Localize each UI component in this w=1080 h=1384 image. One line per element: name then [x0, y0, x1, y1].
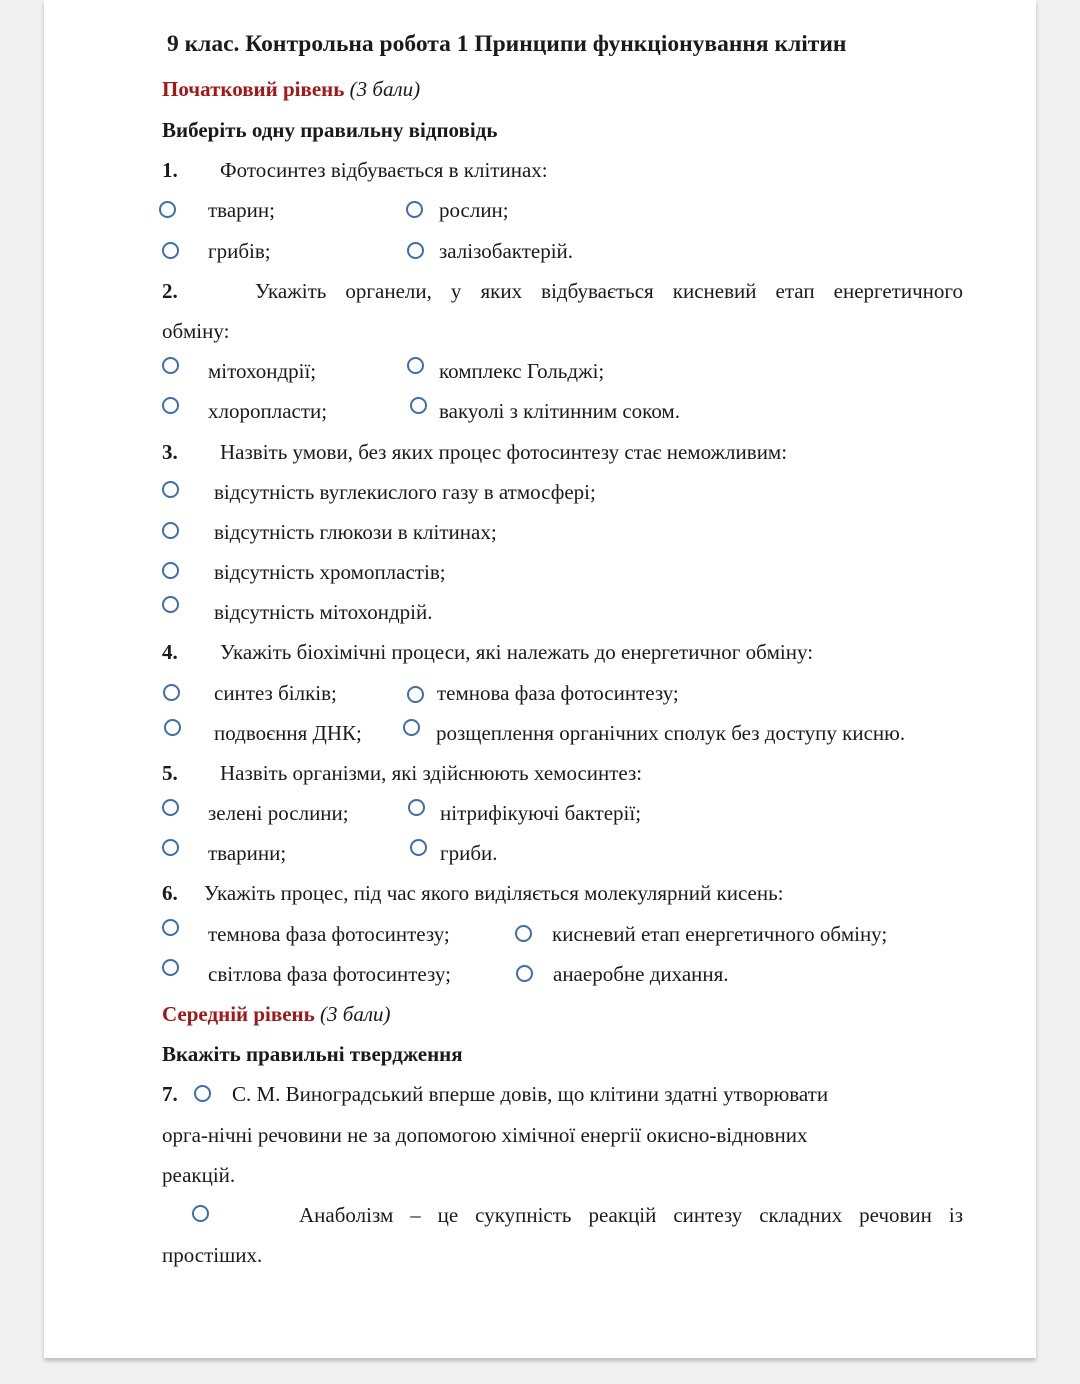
option-label: темнова фаза фотосинтезу;	[437, 681, 679, 705]
question-text: Укажіть біохімічні процеси, які належать до енергетичног обміну:	[220, 640, 814, 664]
page-gap	[44, 1358, 1036, 1364]
question-number: 7.	[162, 1082, 178, 1106]
option-label: зелені рослини;	[208, 801, 349, 825]
radio-q6-a[interactable]	[162, 919, 179, 936]
radio-q7-a[interactable]	[194, 1085, 211, 1102]
option-label: грибів;	[208, 239, 271, 263]
page-title: 9 клас. Контрольна робота 1 Принципи функціонування клітин	[167, 31, 847, 57]
radio-q2-c[interactable]	[162, 397, 179, 414]
option-label: вакуолі з клітинним соком.	[439, 399, 680, 423]
option-label: тварин;	[208, 198, 275, 222]
radio-q4-c[interactable]	[164, 719, 181, 736]
option-label: тварини;	[208, 841, 287, 865]
option-label: відсутність глюкози в клітинах;	[214, 520, 497, 544]
option-label: кисневий етап енергетичного обміну;	[552, 922, 888, 946]
radio-q5-a[interactable]	[162, 799, 179, 816]
question-number: 1.	[162, 158, 178, 182]
question-number: 2.	[162, 279, 178, 303]
radio-q2-a[interactable]	[162, 357, 179, 374]
radio-q6-d[interactable]	[516, 965, 533, 982]
radio-q4-b[interactable]	[407, 686, 424, 703]
level-name: Середній рівень	[162, 1002, 315, 1026]
question-number: 6.	[162, 881, 178, 905]
option-label: залізобактерій.	[439, 239, 574, 263]
option-label: рослин;	[439, 198, 509, 222]
option-label: мітохондрії;	[208, 359, 317, 383]
statement-text: простіших.	[162, 1243, 263, 1267]
option-label: відсутність мітохондрій.	[214, 600, 433, 624]
option-label: відсутність хромопластів;	[214, 560, 446, 584]
level-heading-1	[162, 76, 420, 102]
radio-q2-d[interactable]	[410, 397, 427, 414]
option-label: світлова фаза фотосинтезу;	[208, 962, 451, 986]
statement-text: С. М. Виноградський вперше довів, що клітини здатні утворювати	[232, 1082, 829, 1106]
radio-q3-d[interactable]	[162, 596, 179, 613]
level-points: (3 бали)	[320, 1002, 391, 1026]
instruction-heading: Вкажіть правильні твердження	[162, 1042, 463, 1066]
option-label: нітрифікуючі бактерії;	[440, 801, 642, 825]
radio-q1-a[interactable]	[159, 201, 176, 218]
question-text: Фотосинтез відбувається в клітинах:	[220, 158, 548, 182]
statement-text: Анаболізм – це сукупність реакцій синтезу складних речовин із	[299, 1203, 963, 1227]
statement-text: орга-нічні речовини не за допомогою хімічної енергії окисно-відновних	[162, 1123, 808, 1147]
level-points: (3 бали)	[349, 77, 421, 101]
level-heading-2	[162, 1001, 390, 1027]
radio-q5-b[interactable]	[408, 799, 425, 816]
option-label: хлоропласти;	[208, 399, 328, 423]
question-text: Назвіть організми, які здійснюють хемосинтез:	[220, 761, 643, 785]
option-label: гриби.	[440, 841, 498, 865]
document-page	[44, 0, 1036, 1358]
radio-q6-b[interactable]	[515, 925, 532, 942]
radio-q3-b[interactable]	[162, 522, 179, 539]
option-label: анаеробне дихання.	[553, 962, 729, 986]
question-number: 4.	[162, 640, 178, 664]
option-label: розщеплення органічних сполук без доступу кисню.	[436, 721, 906, 745]
radio-q5-d[interactable]	[410, 839, 427, 856]
question-text-cont: обміну:	[162, 319, 230, 343]
radio-q2-b[interactable]	[407, 357, 424, 374]
option-label: комплекс Гольджі;	[439, 359, 605, 383]
instruction-heading: Виберіть одну правильну відповідь	[162, 118, 498, 142]
radio-q7-b[interactable]	[192, 1205, 209, 1222]
radio-q1-b[interactable]	[406, 201, 423, 218]
option-label: темнова фаза фотосинтезу;	[208, 922, 450, 946]
question-text: Укажіть органели, у яких відбувається кисневий етап енергетичного	[255, 279, 963, 303]
statement-text: реакцій.	[162, 1163, 236, 1187]
question-number: 3.	[162, 440, 178, 464]
radio-q3-a[interactable]	[162, 481, 179, 498]
level-name: Початковий рівень	[162, 77, 345, 101]
option-label: синтез білків;	[214, 681, 337, 705]
question-number: 5.	[162, 761, 178, 785]
question-text: Назвіть умови, без яких процес фотосинтезу стає неможливим:	[220, 440, 788, 464]
radio-q3-c[interactable]	[162, 562, 179, 579]
option-label: подвоєння ДНК;	[214, 721, 362, 745]
radio-q1-d[interactable]	[407, 242, 424, 259]
radio-q5-c[interactable]	[162, 839, 179, 856]
question-text: Укажіть процес, під час якого виділяється молекулярний кисень:	[204, 881, 784, 905]
option-label: відсутність вуглекислого газу в атмосфері;	[214, 480, 596, 504]
radio-q4-d[interactable]	[403, 719, 420, 736]
radio-q6-c[interactable]	[162, 959, 179, 976]
radio-q4-a[interactable]	[163, 684, 180, 701]
radio-q1-c[interactable]	[162, 242, 179, 259]
